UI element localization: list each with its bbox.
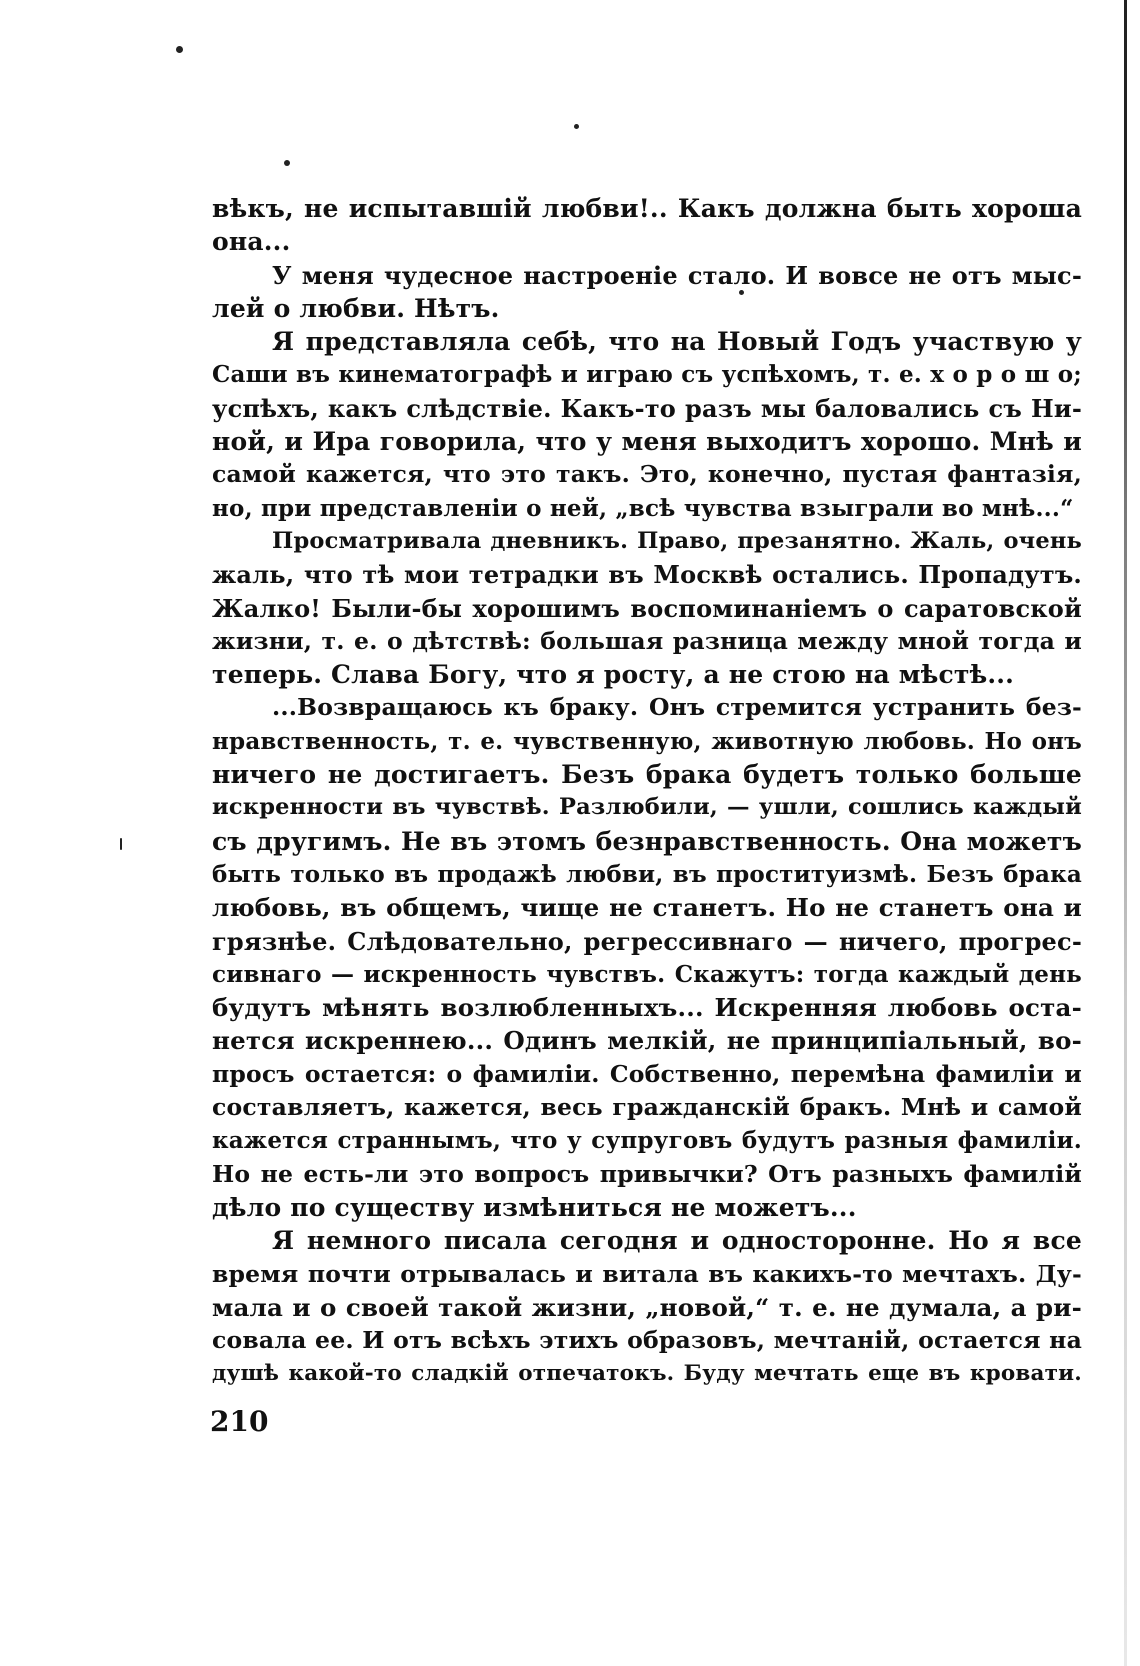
- text-line: кажется страннымъ, что у супруговъ будутъ разныя фамиліи.: [212, 1127, 1082, 1155]
- text-line: быть только въ продажѣ любви, въ проституизмѣ. Безъ брака: [212, 860, 1082, 888]
- body-text: [212, 192, 1082, 1391]
- text-line: Я немного писала сегодня и односторонне. Но я все: [272, 1226, 1082, 1256]
- text-line: Жалко! Были-бы хорошимъ воспоминаніемъ о саратовской: [212, 593, 1082, 623]
- text-line: совала ее. И отъ всѣхъ этихъ образовъ, мечтаній, остается на: [212, 1326, 1082, 1355]
- print-speck: [176, 46, 183, 53]
- text-line: съ другимъ. Не въ этомъ безнравственность. Она можетъ: [212, 826, 1082, 856]
- text-line: просъ остается: о фамиліи. Собственно, перемѣна фамиліи и: [212, 1059, 1082, 1088]
- text-line: вѣкъ, не испытавшій любви!.. Какъ должна быть хороша: [212, 194, 1082, 223]
- scan-edge-shadow: [1124, 0, 1127, 1666]
- text-line: будутъ мѣнять возлюбленныхъ... Искренняя любовь оста-: [212, 993, 1082, 1023]
- text-line: составляетъ, кажется, весь гражданскій бракъ. Мнѣ и самой: [212, 1093, 1082, 1122]
- text-line: любовь, въ общемъ, чище не станетъ. Но не станетъ она и: [212, 893, 1082, 923]
- text-line: лей о любви. Нѣтъ.: [212, 293, 500, 323]
- text-line: грязнѣе. Слѣдовательно, регрессивнаго — ничего, прогрес-: [212, 926, 1082, 956]
- text-line: жизни, т. е. о дѣтствѣ: большая разница между мной тогда и: [212, 626, 1082, 655]
- text-line: Но не есть-ли это вопросъ привычки? Отъ разныхъ фамилій: [212, 1159, 1082, 1188]
- print-speck: [284, 160, 290, 166]
- text-line: успѣхъ, какъ слѣдствіе. Какъ-то разъ мы баловались съ Ни-: [212, 393, 1082, 423]
- text-line: но, при представленіи о ней, „всѣ чувства взыграли во мнѣ...“: [212, 494, 1074, 522]
- text-line: сивнаго — искренность чувствъ. Скажутъ: тогда каждый день: [212, 960, 1082, 988]
- text-line: жаль, что тѣ мои тетрадки въ Москвѣ остались. Пропадутъ.: [212, 560, 1082, 590]
- text-line: ничего не достигаетъ. Безъ брака будетъ только больше: [212, 760, 1082, 790]
- text-line: ...Возвращаюсь къ браку. Онъ стремится устранить без-: [272, 693, 1082, 722]
- text-line: душѣ какой-то сладкій отпечатокъ. Буду мечтать еще въ кровати.: [212, 1361, 1082, 1387]
- text-line: мала и о своей такой жизни, „новой,“ т. е. не думала, а ри-: [212, 1292, 1082, 1322]
- print-speck: [574, 124, 579, 129]
- text-line: Саши въ кинематографѣ и играю съ успѣхомъ, т. е. х о р о ш о;: [212, 361, 1082, 389]
- text-line: самой кажется, что это такъ. Это, конечно, пустая фантазія,: [212, 460, 1082, 489]
- text-line: Я представляла себѣ, что на Новый Годъ участвую у: [272, 327, 1082, 357]
- text-line: ной, и Ира говорила, что у меня выходитъ хорошо. Мнѣ и: [212, 427, 1082, 457]
- text-line: искренности въ чувствѣ. Разлюбили, — ушли, сошлись каждый: [212, 794, 1082, 821]
- text-line: нравственность, т. е. чувственную, животную любовь. Но онъ: [212, 727, 1082, 755]
- text-line: Просматривала дневникъ. Право, презанятно. Жаль, очень: [272, 527, 1082, 554]
- text-line: она...: [212, 227, 291, 257]
- text-line: теперь. Слава Богу, что я росту, а не стою на мѣстѣ...: [212, 660, 1015, 690]
- page-number: 210: [210, 1405, 269, 1438]
- text-line: время почти отрывалась и витала въ какихъ-то мечтахъ. Ду-: [212, 1259, 1082, 1288]
- print-speck: [120, 838, 122, 850]
- text-line: нется искреннею... Одинъ мелкій, не принципіальный, во-: [212, 1026, 1082, 1056]
- text-line: дѣло по существу измѣниться не можетъ...: [212, 1192, 857, 1222]
- text-line: У меня чудесное настроеніе стало. И вовсе не отъ мыс-: [272, 260, 1082, 290]
